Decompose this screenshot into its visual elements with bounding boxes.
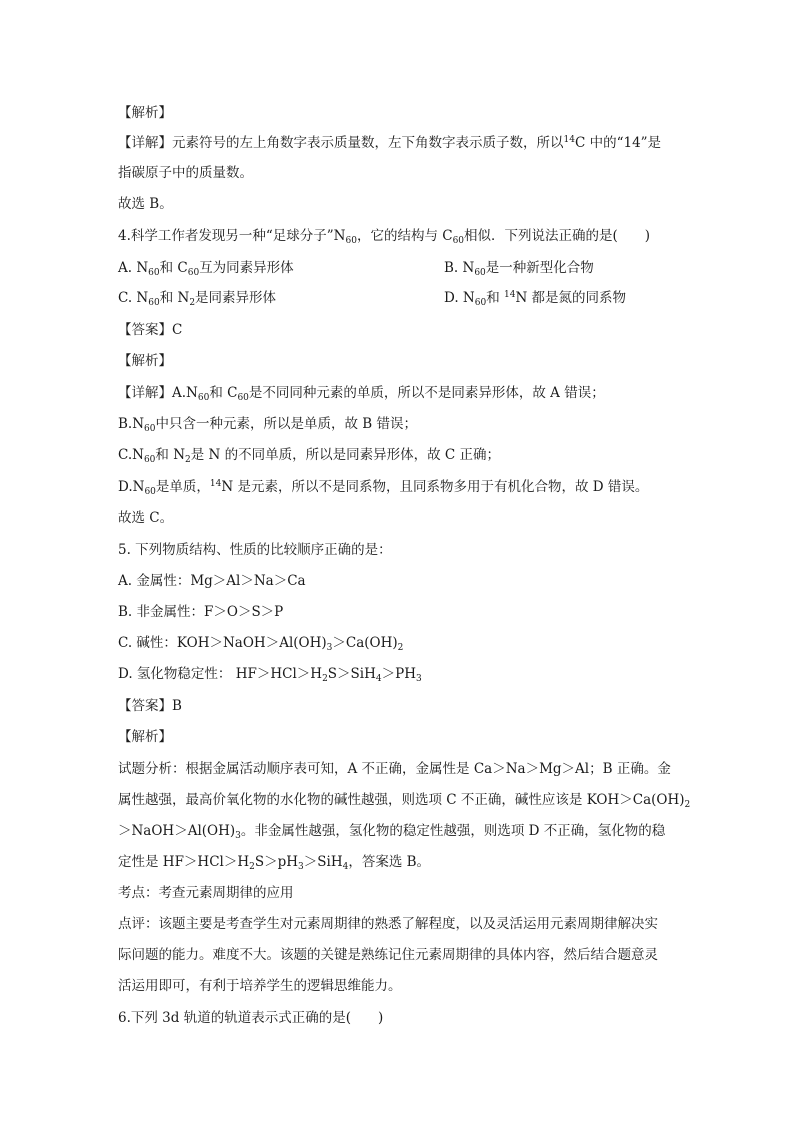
detail-paragraph-line: 【详解】元素符号的左上角数字表示质量数，左下角数字表示质子数，所以$^{14}$C 中的“14”是	[118, 135, 662, 151]
answer-label: 【答案】C	[118, 322, 183, 338]
detail-line: $D.N_{60}$是单质，$^{14}$N 是元素，所以不是同系物，且同系物多用于有机化合物，故 D 错误。	[118, 479, 649, 497]
comment-line: 活运用即可，有利于培养学生的逻辑思维能力。	[118, 978, 402, 994]
option-a: A. $N_{60}$和 $C_{60}$互为同素异形体	[118, 260, 294, 278]
detail-line: $C.N_{60}$和 $N_2$是 N 的不同单质，所以是同素异形体，故 C 正确；	[118, 447, 501, 465]
knowledge-point: 考点：考查元素周期律的应用	[118, 885, 294, 901]
question-5-stem: 5. 下列物质结构、性质的比较顺序正确的是：	[118, 542, 392, 558]
analysis-text-line: 属性越强，最高价氧化物的水化物的碱性越强，则选项 C 不正确，碱性应该是 $KOH>Ca(OH)_2$	[118, 792, 691, 810]
detail-line: 【详解】$A.N_{60}$和 $C_{60}$是不同同种元素的单质，所以不是同素异形体，故 A 错误；	[118, 385, 605, 403]
option-b: B. $N_{60}$是一种新型化合物	[444, 260, 594, 278]
analysis-text-line: 试题分析：根据金属活动顺序表可知，A 不正确，金属性是 Ca＞Na＞Mg＞Al；B 正确。金	[118, 761, 671, 777]
question-5-option-d: D. 氢化物稳定性： $HF>HCl>H_2S>SiH_4>PH_3$	[118, 666, 422, 684]
question-6-stem: 6.下列 3d 轨道的轨道表示式正确的是( )	[118, 1010, 384, 1026]
analysis-text-line: $>NaOH>Al(OH)_3$。非金属性越强，氢化物的稳定性越强，则选项 D 不正确，氢化物的稳	[118, 823, 666, 841]
option-d: D. $N_{60}$和 $^{14}$N 都是氮的同系物	[444, 290, 627, 308]
question-5-option-c: C. 碱性：$KOH>NaOH>Al(OH)_3>Ca(OH)_2$	[118, 635, 404, 653]
comment-line: 点评：该题主要是考查学生对元素周期律的熟悉了解程度，以及灵活运用元素周期律解决实	[118, 916, 658, 932]
comment-line: 际问题的能力。难度不大。该题的关键是熟练记住元素周期律的具体内容，然后结合题意灵	[118, 947, 658, 963]
analysis-heading: 【解析】	[118, 353, 172, 369]
detail-line: $B.N_{60}$中只含一种元素，所以是单质，故 B 错误；	[118, 416, 417, 434]
selection-conclusion: 故选 C。	[118, 510, 174, 526]
detail-paragraph-line: 指碳原子中的质量数。	[118, 165, 253, 181]
analysis-heading: 【解析】	[118, 105, 172, 121]
answer-label: 【答案】B	[118, 698, 182, 714]
analysis-heading: 【解析】	[118, 729, 172, 745]
question-5-option-b: B. 非金属性：F＞O＞S＞P	[118, 604, 284, 620]
question-4-stem: 4.科学工作者发现另一种“足球分子$”N_{60}$，它的结构与 $C_{60}$相似．下列说法正确的是( )	[118, 228, 651, 246]
selection-conclusion: 故选 B。	[118, 196, 173, 212]
analysis-text-line: 定性是 $HF>HCl>H_2S>pH_3>SiH_4$，答案选 B。	[118, 854, 431, 872]
question-5-option-a: A. 金属性：Mg＞Al＞Na＞Ca	[118, 573, 306, 589]
option-c: C. $N_{60}$和 $N_2$是同素异形体	[118, 290, 277, 308]
